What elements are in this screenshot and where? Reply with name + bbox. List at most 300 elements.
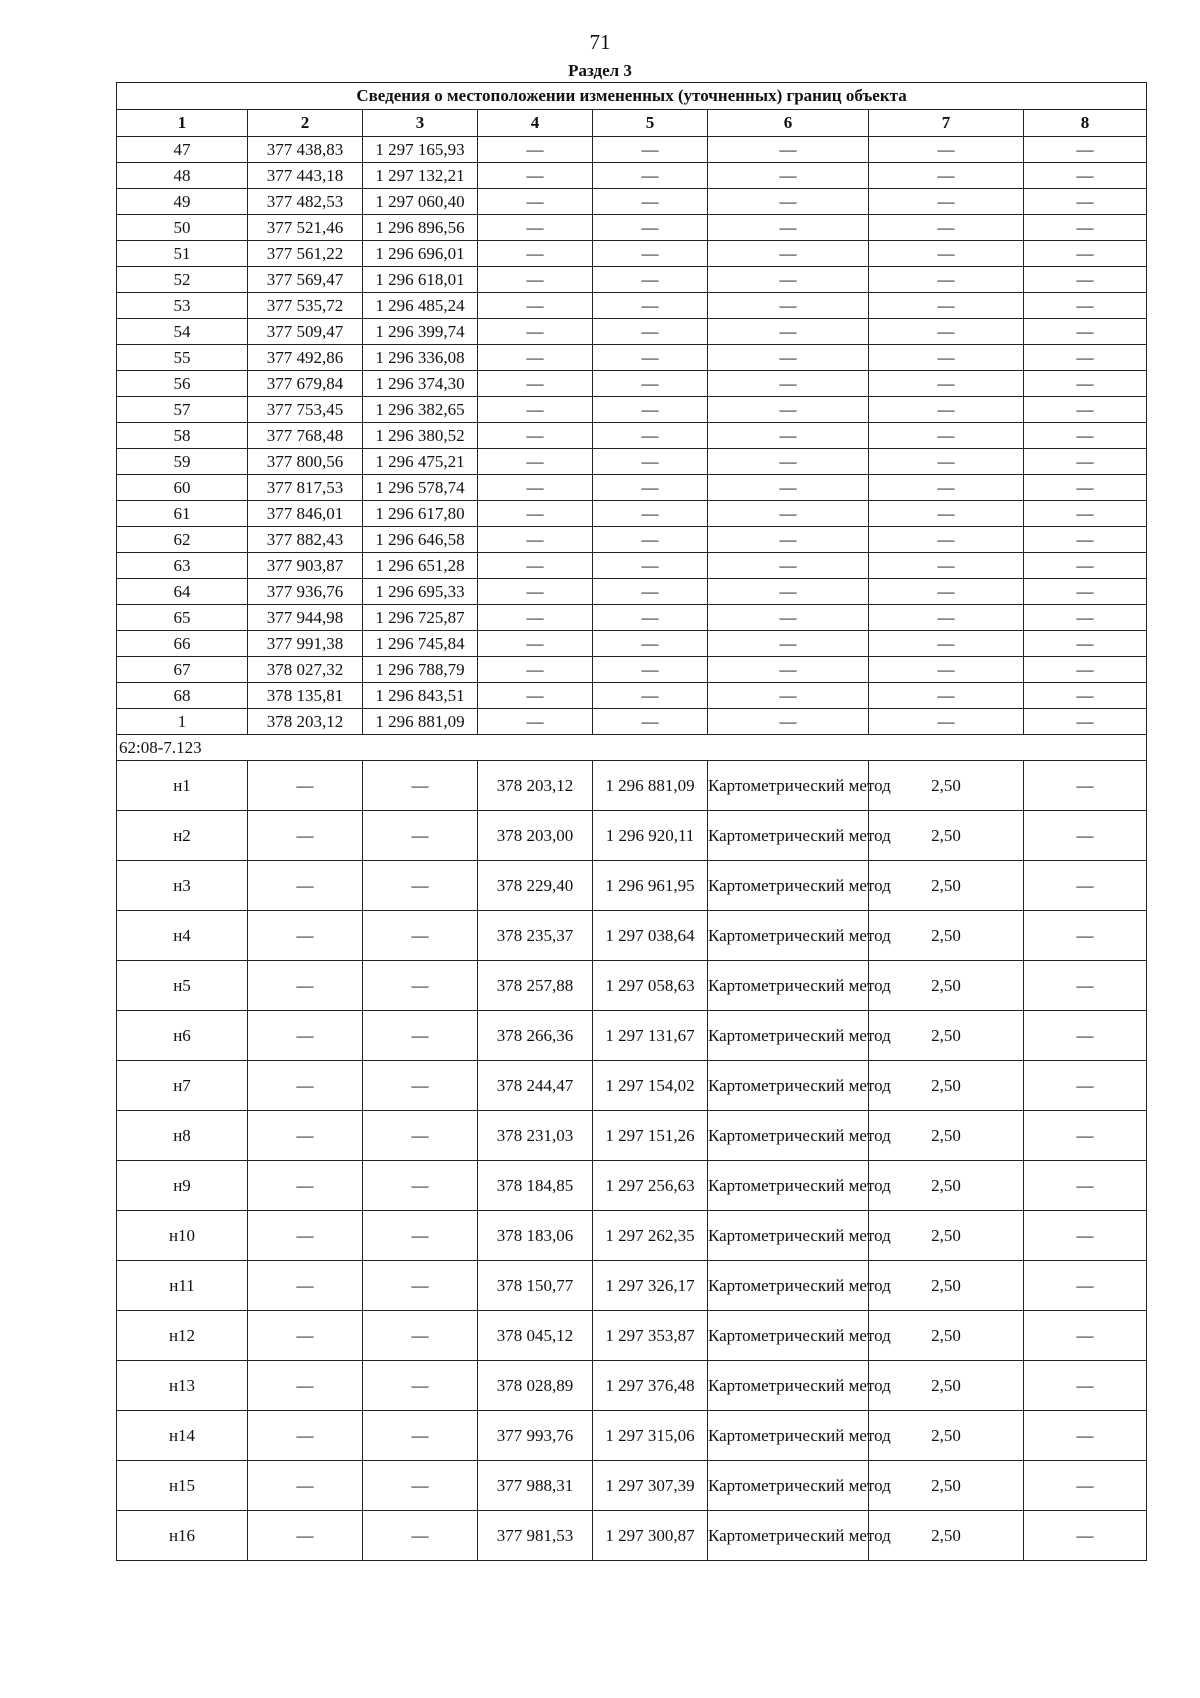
dash-cell: — (1024, 1061, 1147, 1111)
dash-cell: — (1024, 861, 1147, 911)
old-x-cell: 377 482,53 (248, 189, 363, 215)
point-id-cell: 57 (117, 397, 248, 423)
new-x-cell: 378 257,88 (478, 961, 593, 1011)
new-y-cell: 1 296 920,11 (593, 811, 708, 861)
table-row (117, 553, 1147, 579)
dash-cell: — (363, 911, 478, 961)
table-row (117, 423, 1147, 449)
dash-cell: — (708, 423, 869, 449)
dash-cell: — (248, 1261, 363, 1311)
point-id-cell: н3 (117, 861, 248, 911)
new-y-cell: 1 296 961,95 (593, 861, 708, 911)
accuracy-cell: 2,50 (869, 1261, 1024, 1311)
dash-cell: — (708, 657, 869, 683)
dash-cell: — (593, 683, 708, 709)
dash-cell: — (593, 319, 708, 345)
point-id-cell: 53 (117, 293, 248, 319)
point-id-cell: н10 (117, 1211, 248, 1261)
table-row (117, 1511, 1147, 1561)
dash-cell: — (1024, 709, 1147, 735)
dash-cell: — (593, 241, 708, 267)
dash-cell: — (1024, 961, 1147, 1011)
dash-cell: — (1024, 1211, 1147, 1261)
dash-cell: — (478, 501, 593, 527)
old-x-cell: 377 509,47 (248, 319, 363, 345)
old-y-cell: 1 296 618,01 (363, 267, 478, 293)
dash-cell: — (593, 501, 708, 527)
dash-cell: — (1024, 1111, 1147, 1161)
old-y-cell: 1 296 336,08 (363, 345, 478, 371)
dash-cell: — (478, 683, 593, 709)
point-id-cell: 48 (117, 163, 248, 189)
dash-cell: — (478, 449, 593, 475)
table-row (117, 475, 1147, 501)
method-cell: Картометрический метод (708, 1011, 869, 1061)
point-id-cell: 47 (117, 137, 248, 163)
method-cell: Картометрический метод (708, 1511, 869, 1561)
old-x-cell: 377 561,22 (248, 241, 363, 267)
old-y-cell: 1 296 380,52 (363, 423, 478, 449)
dash-cell: — (478, 475, 593, 501)
dash-cell: — (593, 267, 708, 293)
dash-cell: — (869, 371, 1024, 397)
dash-cell: — (708, 293, 869, 319)
new-x-cell: 378 184,85 (478, 1161, 593, 1211)
dash-cell: — (1024, 475, 1147, 501)
old-x-cell: 377 936,76 (248, 579, 363, 605)
new-x-cell: 378 150,77 (478, 1261, 593, 1311)
accuracy-cell: 2,50 (869, 1161, 1024, 1211)
dash-cell: — (1024, 215, 1147, 241)
dash-cell: — (869, 293, 1024, 319)
dash-cell: — (869, 189, 1024, 215)
dash-cell: — (248, 811, 363, 861)
dash-cell: — (593, 605, 708, 631)
dash-cell: — (869, 579, 1024, 605)
method-cell: Картометрический метод (708, 961, 869, 1011)
dash-cell: — (1024, 371, 1147, 397)
old-x-cell: 378 203,12 (248, 709, 363, 735)
dash-cell: — (478, 163, 593, 189)
dash-cell: — (248, 1361, 363, 1411)
method-cell: Картометрический метод (708, 1061, 869, 1111)
dash-cell: — (1024, 1361, 1147, 1411)
dash-cell: — (363, 811, 478, 861)
column-header: 2 (248, 110, 363, 137)
new-x-cell: 378 266,36 (478, 1011, 593, 1061)
old-y-cell: 1 296 696,01 (363, 241, 478, 267)
point-id-cell: 50 (117, 215, 248, 241)
point-id-cell: н8 (117, 1111, 248, 1161)
new-y-cell: 1 297 300,87 (593, 1511, 708, 1561)
new-y-cell: 1 297 326,17 (593, 1261, 708, 1311)
dash-cell: — (1024, 1311, 1147, 1361)
dash-cell: — (363, 1361, 478, 1411)
dash-cell: — (1024, 1011, 1147, 1061)
point-id-cell: 64 (117, 579, 248, 605)
dash-cell: — (708, 189, 869, 215)
old-y-cell: 1 296 695,33 (363, 579, 478, 605)
old-y-cell: 1 296 374,30 (363, 371, 478, 397)
dash-cell: — (593, 709, 708, 735)
dash-cell: — (593, 631, 708, 657)
dash-cell: — (593, 553, 708, 579)
column-header: 6 (708, 110, 869, 137)
accuracy-cell: 2,50 (869, 1011, 1024, 1061)
dash-cell: — (869, 501, 1024, 527)
point-id-cell: н12 (117, 1311, 248, 1361)
dash-cell: — (869, 241, 1024, 267)
column-header: 4 (478, 110, 593, 137)
point-id-cell: н5 (117, 961, 248, 1011)
dash-cell: — (708, 371, 869, 397)
dash-cell: — (1024, 527, 1147, 553)
dash-cell: — (248, 961, 363, 1011)
old-x-cell: 377 846,01 (248, 501, 363, 527)
table-row (117, 709, 1147, 735)
column-header-row (117, 110, 1147, 137)
point-id-cell: н6 (117, 1011, 248, 1061)
old-y-cell: 1 296 725,87 (363, 605, 478, 631)
dash-cell: — (1024, 683, 1147, 709)
dash-cell: — (593, 657, 708, 683)
point-id-cell: 60 (117, 475, 248, 501)
dash-cell: — (593, 423, 708, 449)
table-row (117, 631, 1147, 657)
point-id-cell: н2 (117, 811, 248, 861)
old-y-cell: 1 296 881,09 (363, 709, 478, 735)
point-id-cell: н13 (117, 1361, 248, 1411)
table-row (117, 215, 1147, 241)
table-row (117, 657, 1147, 683)
dash-cell: — (248, 761, 363, 811)
table-row (117, 1261, 1147, 1311)
point-id-cell: н14 (117, 1411, 248, 1461)
dash-cell: — (869, 605, 1024, 631)
accuracy-cell: 2,50 (869, 1461, 1024, 1511)
dash-cell: — (478, 293, 593, 319)
old-x-cell: 377 944,98 (248, 605, 363, 631)
old-x-cell: 377 492,86 (248, 345, 363, 371)
dash-cell: — (869, 709, 1024, 735)
point-id-cell: 66 (117, 631, 248, 657)
table-row (117, 293, 1147, 319)
dash-cell: — (869, 215, 1024, 241)
table-row (117, 163, 1147, 189)
method-cell: Картометрический метод (708, 1111, 869, 1161)
old-x-cell: 377 768,48 (248, 423, 363, 449)
column-header: 8 (1024, 110, 1147, 137)
dash-cell: — (478, 527, 593, 553)
table-row (117, 1361, 1147, 1411)
dash-cell: — (478, 371, 593, 397)
dash-cell: — (363, 1161, 478, 1211)
table-row (117, 811, 1147, 861)
group-row (117, 735, 1147, 761)
table-row (117, 861, 1147, 911)
dash-cell: — (1024, 267, 1147, 293)
dash-cell: — (478, 423, 593, 449)
table-row (117, 761, 1147, 811)
table-row (117, 1461, 1147, 1511)
new-x-cell: 378 235,37 (478, 911, 593, 961)
dash-cell: — (1024, 605, 1147, 631)
dash-cell: — (1024, 163, 1147, 189)
method-cell: Картометрический метод (708, 1261, 869, 1311)
dash-cell: — (869, 553, 1024, 579)
point-id-cell: 62 (117, 527, 248, 553)
dash-cell: — (478, 137, 593, 163)
table-row (117, 683, 1147, 709)
dash-cell: — (708, 605, 869, 631)
accuracy-cell: 2,50 (869, 1211, 1024, 1261)
dash-cell: — (363, 961, 478, 1011)
dash-cell: — (869, 319, 1024, 345)
point-id-cell: 51 (117, 241, 248, 267)
dash-cell: — (593, 527, 708, 553)
dash-cell: — (248, 1011, 363, 1061)
point-id-cell: н9 (117, 1161, 248, 1211)
dash-cell: — (478, 345, 593, 371)
dash-cell: — (869, 267, 1024, 293)
new-y-cell: 1 297 151,26 (593, 1111, 708, 1161)
dash-cell: — (248, 1511, 363, 1561)
boundary-table (116, 82, 1147, 1561)
table-row (117, 911, 1147, 961)
dash-cell: — (1024, 911, 1147, 961)
dash-cell: — (593, 215, 708, 241)
new-y-cell: 1 296 881,09 (593, 761, 708, 811)
old-x-cell: 377 991,38 (248, 631, 363, 657)
dash-cell: — (1024, 761, 1147, 811)
method-cell: Картометрический метод (708, 1361, 869, 1411)
new-y-cell: 1 297 256,63 (593, 1161, 708, 1211)
table-row (117, 449, 1147, 475)
dash-cell: — (869, 657, 1024, 683)
dash-cell: — (869, 527, 1024, 553)
old-x-cell: 377 882,43 (248, 527, 363, 553)
old-x-cell: 377 569,47 (248, 267, 363, 293)
dash-cell: — (1024, 811, 1147, 861)
dash-cell: — (478, 241, 593, 267)
dash-cell: — (248, 1111, 363, 1161)
dash-cell: — (1024, 579, 1147, 605)
point-id-cell: н15 (117, 1461, 248, 1511)
dash-cell: — (593, 163, 708, 189)
dash-cell: — (869, 345, 1024, 371)
old-y-cell: 1 296 745,84 (363, 631, 478, 657)
dash-cell: — (478, 657, 593, 683)
table-row (117, 527, 1147, 553)
old-y-cell: 1 296 896,56 (363, 215, 478, 241)
dash-cell: — (869, 631, 1024, 657)
dash-cell: — (248, 911, 363, 961)
point-id-cell: 59 (117, 449, 248, 475)
table-row (117, 371, 1147, 397)
new-x-cell: 378 203,12 (478, 761, 593, 811)
point-id-cell: 61 (117, 501, 248, 527)
dash-cell: — (708, 345, 869, 371)
dash-cell: — (1024, 241, 1147, 267)
dash-cell: — (869, 449, 1024, 475)
dash-cell: — (248, 1411, 363, 1461)
dash-cell: — (869, 137, 1024, 163)
column-header: 5 (593, 110, 708, 137)
dash-cell: — (708, 163, 869, 189)
dash-cell: — (593, 189, 708, 215)
old-x-cell: 377 535,72 (248, 293, 363, 319)
old-x-cell: 377 679,84 (248, 371, 363, 397)
point-id-cell: 68 (117, 683, 248, 709)
dash-cell: — (593, 475, 708, 501)
dash-cell: — (363, 1461, 478, 1511)
dash-cell: — (708, 241, 869, 267)
point-id-cell: 1 (117, 709, 248, 735)
point-id-cell: н4 (117, 911, 248, 961)
dash-cell: — (478, 319, 593, 345)
method-cell: Картометрический метод (708, 911, 869, 961)
point-id-cell: 63 (117, 553, 248, 579)
dash-cell: — (363, 1511, 478, 1561)
new-x-cell: 378 183,06 (478, 1211, 593, 1261)
point-id-cell: 67 (117, 657, 248, 683)
dash-cell: — (708, 579, 869, 605)
new-x-cell: 377 988,31 (478, 1461, 593, 1511)
dash-cell: — (1024, 501, 1147, 527)
parcel-number: 62:08-7.123 (117, 735, 1147, 761)
old-y-cell: 1 296 475,21 (363, 449, 478, 475)
new-y-cell: 1 297 131,67 (593, 1011, 708, 1061)
table-title: Сведения о местоположении измененных (уточненных) границ объекта (117, 83, 1147, 110)
old-x-cell: 378 135,81 (248, 683, 363, 709)
dash-cell: — (478, 189, 593, 215)
table-row (117, 579, 1147, 605)
dash-cell: — (1024, 1161, 1147, 1211)
old-x-cell: 377 521,46 (248, 215, 363, 241)
dash-cell: — (708, 319, 869, 345)
table-row (117, 345, 1147, 371)
dash-cell: — (478, 579, 593, 605)
dash-cell: — (248, 1211, 363, 1261)
old-y-cell: 1 296 843,51 (363, 683, 478, 709)
new-x-cell: 378 244,47 (478, 1061, 593, 1111)
old-y-cell: 1 296 578,74 (363, 475, 478, 501)
dash-cell: — (708, 501, 869, 527)
point-id-cell: н7 (117, 1061, 248, 1111)
dash-cell: — (363, 1111, 478, 1161)
accuracy-cell: 2,50 (869, 1411, 1024, 1461)
dash-cell: — (593, 579, 708, 605)
old-y-cell: 1 296 788,79 (363, 657, 478, 683)
dash-cell: — (1024, 423, 1147, 449)
dash-cell: — (1024, 553, 1147, 579)
column-header: 7 (869, 110, 1024, 137)
point-id-cell: н16 (117, 1511, 248, 1561)
new-y-cell: 1 297 038,64 (593, 911, 708, 961)
point-id-cell: 65 (117, 605, 248, 631)
point-id-cell: 49 (117, 189, 248, 215)
dash-cell: — (478, 631, 593, 657)
dash-cell: — (1024, 449, 1147, 475)
dash-cell: — (708, 709, 869, 735)
dash-cell: — (593, 449, 708, 475)
dash-cell: — (708, 449, 869, 475)
dash-cell: — (593, 293, 708, 319)
new-y-cell: 1 297 154,02 (593, 1061, 708, 1111)
dash-cell: — (869, 423, 1024, 449)
table-row (117, 605, 1147, 631)
dash-cell: — (1024, 1261, 1147, 1311)
dash-cell: — (1024, 631, 1147, 657)
dash-cell: — (708, 475, 869, 501)
dash-cell: — (1024, 1461, 1147, 1511)
dash-cell: — (708, 683, 869, 709)
old-x-cell: 377 438,83 (248, 137, 363, 163)
dash-cell: — (363, 1261, 478, 1311)
accuracy-cell: 2,50 (869, 1511, 1024, 1561)
new-y-cell: 1 297 353,87 (593, 1311, 708, 1361)
table-row (117, 1111, 1147, 1161)
dash-cell: — (1024, 397, 1147, 423)
dash-cell: — (869, 397, 1024, 423)
old-x-cell: 377 443,18 (248, 163, 363, 189)
old-x-cell: 378 027,32 (248, 657, 363, 683)
method-cell: Картометрический метод (708, 1161, 869, 1211)
old-y-cell: 1 296 485,24 (363, 293, 478, 319)
old-y-cell: 1 296 382,65 (363, 397, 478, 423)
new-x-cell: 378 203,00 (478, 811, 593, 861)
dash-cell: — (248, 1161, 363, 1211)
dash-cell: — (869, 683, 1024, 709)
new-x-cell: 377 993,76 (478, 1411, 593, 1461)
accuracy-cell: 2,50 (869, 1111, 1024, 1161)
dash-cell: — (363, 1011, 478, 1061)
accuracy-cell: 2,50 (869, 1061, 1024, 1111)
dash-cell: — (1024, 657, 1147, 683)
new-y-cell: 1 297 315,06 (593, 1411, 708, 1461)
table-body (117, 137, 1147, 1561)
dash-cell: — (708, 631, 869, 657)
dash-cell: — (593, 137, 708, 163)
method-cell: Картометрический метод (708, 1461, 869, 1511)
table-row (117, 397, 1147, 423)
point-id-cell: 55 (117, 345, 248, 371)
table-row (117, 1311, 1147, 1361)
dash-cell: — (478, 267, 593, 293)
dash-cell: — (248, 861, 363, 911)
dash-cell: — (593, 371, 708, 397)
old-y-cell: 1 296 646,58 (363, 527, 478, 553)
dash-cell: — (248, 1311, 363, 1361)
table-row (117, 1161, 1147, 1211)
table-row (117, 1061, 1147, 1111)
dash-cell: — (363, 1061, 478, 1111)
method-cell: Картометрический метод (708, 1311, 869, 1361)
dash-cell: — (1024, 293, 1147, 319)
dash-cell: — (708, 553, 869, 579)
dash-cell: — (708, 267, 869, 293)
dash-cell: — (869, 163, 1024, 189)
table-row (117, 137, 1147, 163)
dash-cell: — (478, 397, 593, 423)
dash-cell: — (363, 761, 478, 811)
new-x-cell: 378 231,03 (478, 1111, 593, 1161)
dash-cell: — (593, 397, 708, 423)
point-id-cell: 52 (117, 267, 248, 293)
old-y-cell: 1 296 651,28 (363, 553, 478, 579)
dash-cell: — (708, 527, 869, 553)
old-x-cell: 377 817,53 (248, 475, 363, 501)
